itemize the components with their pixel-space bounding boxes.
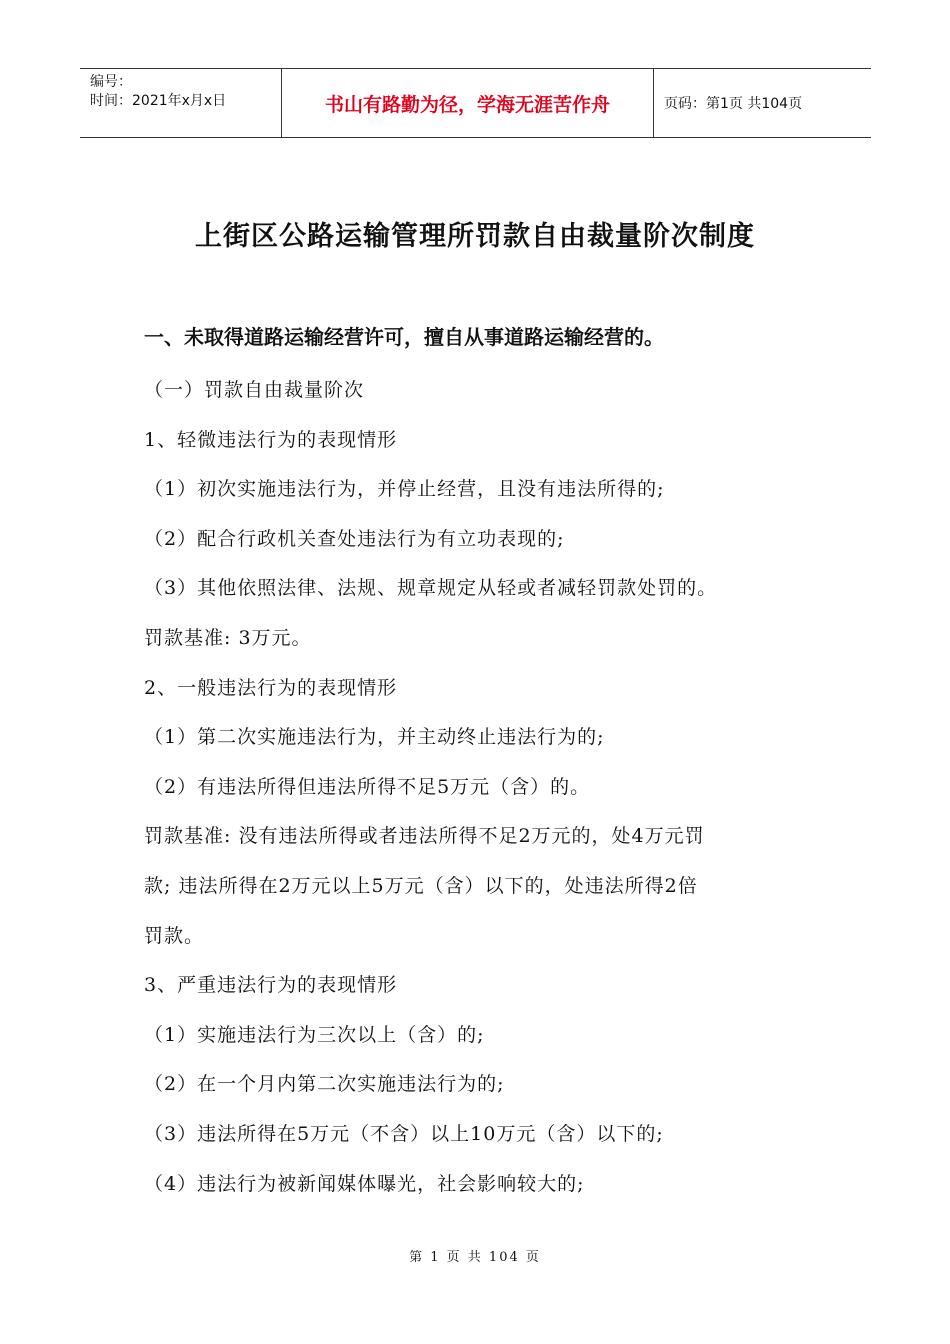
page-info: 页码：第1页 共104页 bbox=[664, 96, 803, 112]
section-heading: 一、未取得道路运输经营许可，擅自从事道路运输经营的。 bbox=[144, 325, 664, 349]
paragraph: （4）违法行为被新闻媒体曝光，社会影响较大的; bbox=[144, 1172, 585, 1195]
paragraph: 罚款基准: 3万元。 bbox=[144, 626, 312, 649]
header-page-cell bbox=[654, 69, 871, 137]
header-meta-cell bbox=[80, 69, 281, 137]
paragraph: 1、轻微违法行为的表现情形 bbox=[144, 428, 398, 451]
header-motto-cell bbox=[281, 69, 654, 137]
time-label: 时间：2021年x月x日 bbox=[90, 93, 227, 109]
paragraph: 罚款。 bbox=[144, 924, 205, 947]
paragraph: （1）初次实施违法行为，并停止经营，且没有违法所得的; bbox=[144, 478, 665, 501]
paragraph: 2、一般违法行为的表现情形 bbox=[144, 676, 398, 699]
paragraph: （2）在一个月内第二次实施违法行为的; bbox=[144, 1073, 505, 1096]
paragraph: （1）第二次实施违法行为，并主动终止违法行为的; bbox=[144, 726, 605, 749]
paragraph: 罚款基准: 没有违法所得或者违法所得不足2万元的，处4万元罚 bbox=[144, 825, 705, 848]
paragraph: （2）配合行政机关查处违法行为有立功表现的; bbox=[144, 527, 565, 550]
motto-text: 书山有路勤为径，学海无涯苦作舟 bbox=[324, 93, 610, 116]
paragraph: （3）其他依照法律、法规、规章规定从轻或者减轻罚款处罚的。 bbox=[144, 577, 718, 600]
document-body bbox=[144, 316, 804, 1209]
paragraph: 款; 违法所得在2万元以上5万元（含）以下的，处违法所得2倍 bbox=[144, 874, 698, 897]
paragraph: （1）实施违法行为三次以上（含）的; bbox=[144, 1023, 485, 1046]
paragraph: （一）罚款自由裁量阶次 bbox=[144, 379, 365, 401]
document-title: 上街区公路运输管理所罚款自由裁量阶次制度 bbox=[195, 221, 755, 252]
paragraph: 3、严重违法行为的表现情形 bbox=[144, 974, 398, 997]
doc-number-label: 编号： bbox=[90, 74, 132, 90]
paragraph: （2）有违法所得但违法所得不足5万元（含）的。 bbox=[144, 775, 591, 798]
document-header bbox=[80, 68, 871, 138]
page-footer: 第 1 页 共 104 页 bbox=[409, 1250, 541, 1265]
paragraph: （3）违法所得在5万元（不含）以上10万元（含）以下的; bbox=[144, 1122, 664, 1145]
